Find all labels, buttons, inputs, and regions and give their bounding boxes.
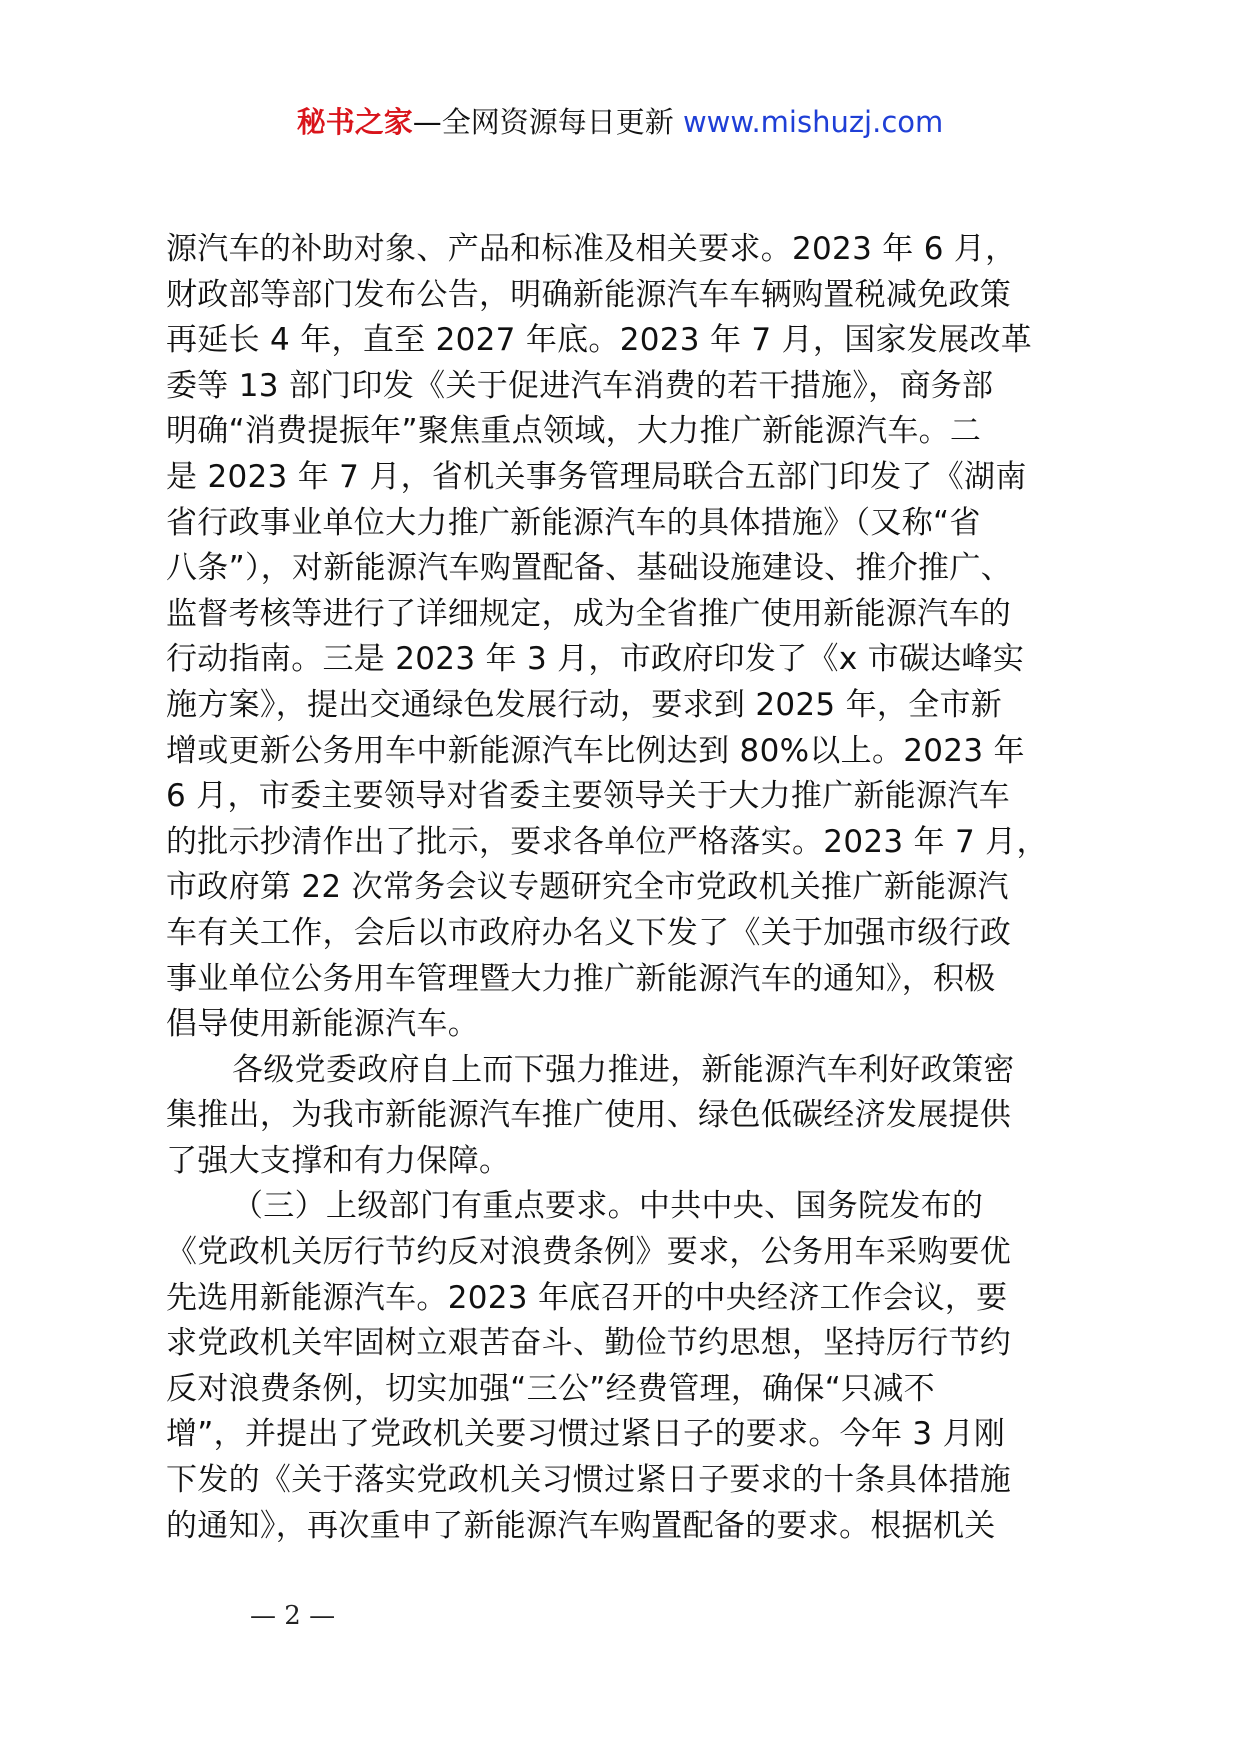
body-line: 的通知》，再次重申了新能源汽车购置配备的要求。根据机关 [166, 1507, 996, 1544]
brand-name: 秘书之家 [296, 105, 413, 139]
body-line: 增或更新公务用车中新能源汽车比例达到 80%以上。2023 年 [166, 732, 1025, 769]
body-line: 的批示抄清作出了批示，要求各单位严格落实。2023 年 7 月， [166, 823, 1048, 860]
site-url[interactable]: www.mishuzj.com [682, 105, 944, 139]
body-line: 省行政事业单位大力推广新能源汽车的具体措施》（又称“省 [166, 504, 981, 541]
body-line: 监督考核等进行了详细规定，成为全省推广使用新能源汽车的 [166, 595, 1012, 632]
body-line: 是 2023 年 7 月，省机关事务管理局联合五部门印发了《湖南 [166, 458, 1027, 495]
body-line: 下发的《关于落实党政机关习惯过紧日子要求的十条具体措施 [166, 1462, 1012, 1499]
body-line: 车有关工作，会后以市政府办名义下发了《关于加强市级行政 [166, 914, 1012, 951]
body-line: 再延长 4 年，直至 2027 年底。2023 年 7 月，国家发展改革 [166, 322, 1033, 359]
body-line: 事业单位公务用车管理暨大力推广新能源汽车的通知》，积极 [166, 960, 996, 997]
body-line: 明确“消费提振年”聚焦重点领域，大力推广新能源汽车。二 [166, 413, 982, 450]
body-line: 八条”），对新能源汽车购置配备、基础设施建设、推介推广、 [166, 550, 1012, 587]
document-body [166, 227, 1086, 1549]
body-line: 先选用新能源汽车。2023 年底召开的中央经济工作会议，要 [166, 1279, 1008, 1316]
body-line: 施方案》，提出交通绿色发展行动，要求到 2025 年，全市新 [166, 686, 1003, 723]
body-line: 了强大支撑和有力保障。 [166, 1142, 511, 1179]
body-line: 财政部等部门发布公告，明确新能源汽车车辆购置税减免政策 [166, 276, 1012, 313]
body-line: 增”，并提出了党政机关要习惯过紧日子的要求。今年 3 月刚 [166, 1416, 1006, 1453]
page-number: — 2 — [250, 1601, 336, 1631]
paragraph-start-line: 各级党委政府自上而下强力推进，新能源汽车利好政策密 [232, 1051, 1015, 1088]
body-line: 倡导使用新能源汽车。 [166, 1006, 479, 1043]
header-tagline: —全网资源每日更新 [412, 105, 683, 139]
body-line: 反对浪费条例，切实加强“三公”经费管理，确保“只减不 [166, 1370, 935, 1407]
body-line: 市政府第 22 次常务会议专题研究全市党政机关推广新能源汽 [166, 869, 1009, 906]
body-line: 委等 13 部门印发《关于促进汽车消费的若干措施》，商务部 [166, 367, 994, 404]
body-line: 源汽车的补助对象、产品和标准及相关要求。2023 年 6 月， [166, 231, 1017, 267]
body-line: 求党政机关牢固树立艰苦奋斗、勤俭节约思想，坚持厉行节约 [166, 1325, 1012, 1362]
section-heading-line: （三）上级部门有重点要求。中共中央、国务院发布的 [232, 1188, 984, 1225]
body-line: 6 月，市委主要领导对省委主要领导关于大力推广新能源汽车 [166, 778, 1010, 815]
body-line: 集推出，为我市新能源汽车推广使用、绿色低碳经济发展提供 [166, 1097, 1012, 1134]
body-line: 《党政机关厉行节约反对浪费条例》要求，公务用车采购要优 [166, 1234, 1012, 1271]
body-line: 行动指南。三是 2023 年 3 月，市政府印发了《x 市碳达峰实 [166, 641, 1025, 678]
site-header-banner [0, 102, 1240, 142]
